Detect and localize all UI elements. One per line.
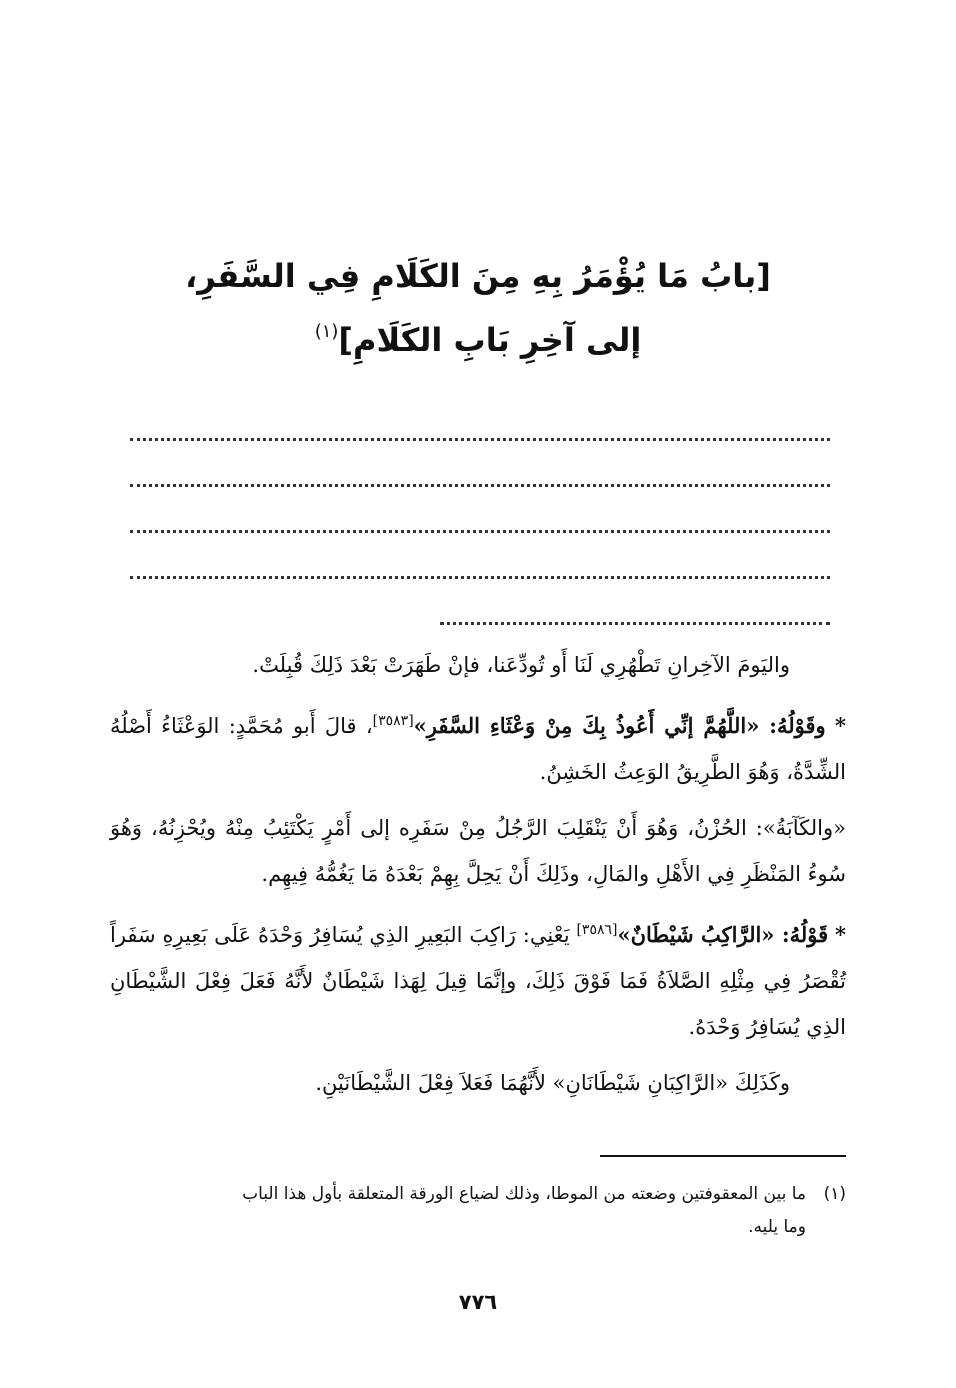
lacuna-dotted-lines <box>130 418 830 648</box>
hadith-reference: [٣٥٨٣] <box>372 713 414 729</box>
chapter-title-line-1: [بابُ مَا يُؤْمَرُ بِهِ مِنَ الكَلَامِ فِي السَّفَرِ، <box>185 257 771 295</box>
paragraph-2 <box>110 698 846 795</box>
hadith-reference: [٣٥٨٦] <box>576 922 618 938</box>
paragraph-4-lead: قَوْلُهُ: «الرَّاكِبُ شَيْطَانٌ» <box>617 922 829 947</box>
footnote-line-2: وما يليه. <box>748 1217 806 1237</box>
footnote <box>110 1178 846 1244</box>
paragraph-1: واليَومَ الآخِرانِ تَطْهُرِي لَنَا أَو تُودِّعَنا، فإنْ طَهَرَتْ بَعْدَ ذَلِكَ قُبِلَتْ. <box>252 653 790 677</box>
chapter-title <box>110 248 846 368</box>
star-marker: * <box>835 922 846 947</box>
paragraph-3: «والكَآبَةُ»: الحُزْنُ، وَهُوَ أَنْ يَنْقَلِبَ الرَّجُلُ مِنْ سَفَرِه إلى أَمْرٍ يَكْتَئِبُ مِنْهُ ويُحْزِنُهُ، وَهُوَ سُوءُ المَنْظَرِ فِي الأَهْلِ والمَالِ، وذَلِكَ أَنْ يَحِلَّ بِهِمْ بَعْدَهُ مَا يَغُمُّهُ فِيهِم. <box>110 816 846 886</box>
dotted-line <box>130 464 830 510</box>
paragraph-4-rest: يَعْنِي: رَاكِبَ البَعِيرِ الذِي يُسَافِرُ وَحْدَهُ عَلَى بَعِيرِهِ سَفَراً تُقْصَرُ فِي مِثْلِهِ الصَّلاَةُ فَمَا فَوْقَ ذَلِكَ، وإنَّمَا قِيلَ لِهَذا شَيْطَانٌ لأَنَّهُ فَعَلَ فِعْلَ الشَّيْطَانِ الذِي يُسَافِرُ وَحْدَهُ. <box>110 923 846 1039</box>
footnote-text-1: ما بين المعقوفتين وضعته من الموطا، وذلك لضياع الورقة المتعلقة بأول هذا الباب <box>242 1184 806 1204</box>
star-marker: * <box>835 713 846 738</box>
title-footnote-marker: (١) <box>314 321 339 342</box>
footnote-number: (١) <box>823 1184 846 1204</box>
chapter-title-line-2-text: إلى آخِرِ بَابِ الكَلَامِ] <box>338 321 642 359</box>
dotted-line <box>130 556 830 602</box>
body-text <box>110 642 846 1116</box>
chapter-title-line-2 <box>110 304 846 368</box>
footnote-line-1 <box>110 1178 846 1211</box>
dotted-line <box>130 510 830 556</box>
dotted-line <box>130 418 830 464</box>
page-number: ٧٧٦ <box>458 1290 498 1314</box>
footnote-separator <box>600 1155 846 1157</box>
paragraph-4 <box>110 907 846 1050</box>
paragraph-5: وكَذَلِكَ «الرَّاكِبَانِ شَيْطَانَانِ» لأَنَّهُمَا فَعَلاَ فِعْلَ الشَّيْطَانَيْنِ. <box>315 1071 790 1095</box>
paragraph-2-rest: ، قالَ أَبو مُحَمَّدٍ: الوَعْثَاءُ أَصْلُهُ الشِّدَّةُ، وَهُوَ الطَّرِيقُ الوَعِثُ الخَشِنُ. <box>110 714 846 784</box>
paragraph-2-lead: وقَوْلُهُ: «اللَّهُمَّ إنِّي أَعُوذُ بِكَ مِنْ وَعْثَاءِ السَّفَرِ» <box>413 713 826 738</box>
